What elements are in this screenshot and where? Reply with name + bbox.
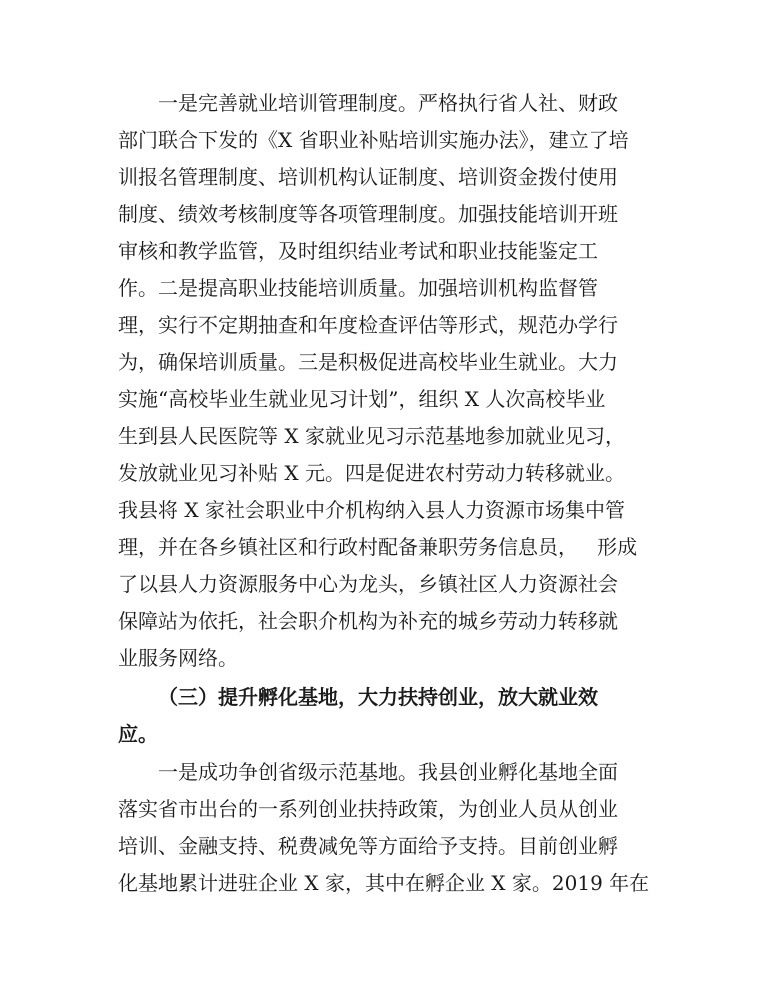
paragraph-2-line-1: 一是成功争创省级示范基地。我县创业孵化基地全面 (158, 760, 618, 784)
paragraph-1-line-1: 一是完善就业培训管理制度。严格执行省人社、财政 (158, 91, 618, 115)
paragraph-1-line-3: 训报名管理制度、培训机构认证制度、培训资金拨付使用 (118, 165, 618, 189)
paragraph-1-line-7: 理，实行不定期抽查和年度检查评估等形式，规范办学行 (118, 313, 618, 337)
paragraph-2-line-4: 化基地累计进驻企业 X 家，其中在孵企业 X 家。2019 年在 (118, 871, 650, 895)
paragraph-1-line-16: 业服务网络。 (118, 646, 238, 670)
paragraph-1-line-14: 了以县人力资源服务中心为龙头，乡镇社区人力资源社会 (118, 572, 618, 596)
paragraph-1-line-8: 为，确保培训质量。三是积极促进高校毕业生就业。大力 (118, 350, 618, 374)
section-heading-cont: 应。 (118, 722, 158, 746)
paragraph-1-line-5: 审核和教学监管，及时组织结业考试和职业技能鉴定工 (118, 239, 598, 263)
paragraph-1-line-11: 发放就业见习补贴 X 元。四是促进农村劳动力转移就业。 (118, 461, 625, 485)
paragraph-1-line-12: 我县将 X 家社会职业中介机构纳入县人力资源市场集中管 (118, 498, 625, 522)
section-heading: （三）提升孵化基地，大力扶持创业，放大就业效 (158, 685, 598, 709)
paragraph-1-line-13: 理，并在各乡镇社区和行政村配备兼职劳务信息员， 形成 (118, 535, 638, 559)
paragraph-1-line-4: 制度、绩效考核制度等各项管理制度。加强技能培训开班 (118, 202, 618, 226)
paragraph-2-line-2: 落实省市出台的一系列创业扶持政策，为创业人员从创业 (118, 797, 618, 821)
paragraph-1-line-10: 生到县人民医院等 X 家就业见习示范基地参加就业见习， (118, 424, 625, 448)
paragraph-1-line-15: 保障站为依托，社会职介机构为补充的城乡劳动力转移就 (118, 609, 618, 633)
paragraph-1-line-9: 实施“高校毕业生就业见习计划”，组织 X 人次高校毕业 (118, 387, 606, 411)
paragraph-1-line-2: 部门联合下发的《X 省职业补贴培训实施办法》，建立了培 (118, 128, 629, 152)
paragraph-1-line-6: 作。二是提高职业技能培训质量。加强培训机构监督管 (118, 276, 598, 300)
paragraph-2-line-3: 培训、金融支持、税费减免等方面给予支持。目前创业孵 (118, 834, 618, 858)
